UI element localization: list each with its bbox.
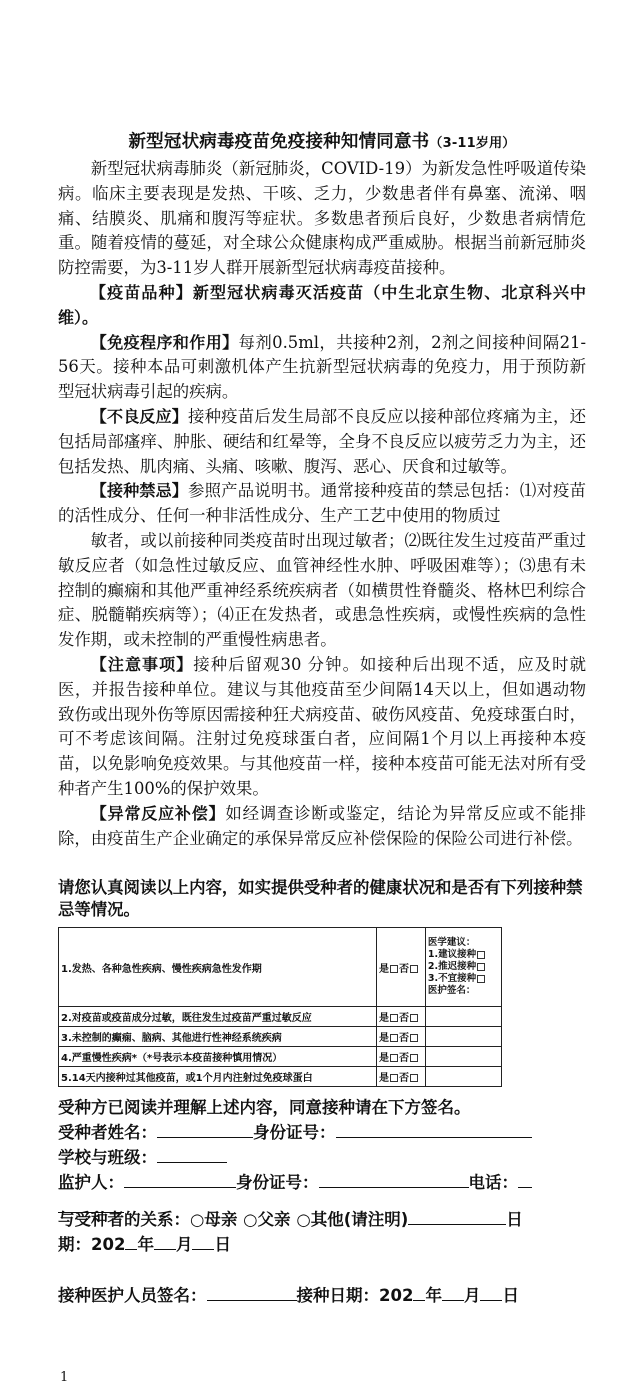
yes-checkbox[interactable] [390,1014,398,1022]
schedule-section [58,331,586,405]
screening-table [58,927,502,1087]
advice-empty-cell [425,1007,501,1027]
contra-heading: 【接种禁忌】 [90,481,188,501]
compensation-body: 如经调查诊断或鉴定，结论为异常反应或不能排除，由疫苗生产企业确定的承保异常反应补偿保险的保险公司进行补偿。 [58,803,586,848]
school-class-line: 学校与班级： [58,1145,586,1170]
variety-body: 新型冠状病毒灭活疫苗（中生北京生物、北京科兴中维）。 [58,282,586,327]
yes-no-cell: 是 否 [376,1047,425,1067]
advice-checkbox[interactable] [477,963,485,971]
relation-line: 与受种者的关系：○母亲 ○父亲 ○其他(请注明) 日 [58,1210,523,1230]
advice-checkbox[interactable] [477,975,485,983]
other-relation-field[interactable] [408,1209,506,1225]
school-class-field[interactable] [157,1147,227,1163]
guardian-line: 监护人： 身份证号： 电话： [58,1170,586,1195]
guardian-name-field[interactable] [124,1172,236,1188]
yes-checkbox[interactable] [390,965,398,973]
title-age-range: （3-11岁用） [429,136,516,151]
father-option[interactable]: ○父亲 [243,1210,291,1230]
health-disclosure-notice: 请您认真阅读以上内容，如实提供受种者的健康状况和是否有下列接种禁忌等情况。 [58,878,583,920]
yes-no-cell: 是 否 [376,1027,425,1047]
compensation-section [58,802,586,852]
consent-document [58,128,586,1308]
advice-empty-cell [425,1047,501,1067]
page-number: 1 [60,1370,69,1385]
no-checkbox[interactable] [410,965,418,973]
contraindication-continued: 敏者，或以前接种同类疫苗时出现过敏者；⑵既往发生过疫苗严重过敏反应者（如急性过敏反应、血管神经性水肿、呼吸困难等）；⑶患有未控制的癫痫和其他严重神经系统疾病者（如横贯性脊髓炎、格林巴利综合症、脱髓鞘疾病等）；⑷正在发热者，或患急性疾病，或慢性疾病的急性发作期，或未控制的严重慢性病患者。 [58,530,586,650]
adverse-body: 接种疫苗后发生局部不良反应以接种部位疼痛为主，还包括局部瘙痒、肿胀、硬结和红晕等，全身不良反应以疲劳乏力为主，还包括发热、肌肉痛、头痛、咳嗽、腹泻、恶心、厌食和过敏等。 [58,406,586,476]
intro-paragraph: 新型冠状病毒肺炎（新冠肺炎，COVID-19）为新发急性呼吸道传染病。临床主要表现是发热、干咳、乏力，少数患者伴有鼻塞、流涕、咽痛、结膜炎、肌痛和腹泻等症状。多数患者预后良好，少数患者病情危重。随着疫情的蔓延，对全球公众健康构成严重威胁。根据当前新冠肺炎防控需要，为3-11岁人群开展新型冠状病毒疫苗接种。 [58,159,586,278]
question-cell: 3.未控制的癫痫、脑病、其他进行性神经系统疾病 [59,1027,377,1047]
advice-option-2: 2.推迟接种 [428,961,499,973]
schedule-heading: 【免疫程序和作用】 [90,332,239,352]
document-title [58,128,586,153]
guardian-id-field[interactable] [319,1172,469,1188]
day-field[interactable] [192,1234,214,1250]
notes-body: 接种后留观30 分钟。如接种后出现不适，应及时就医，并报告接种单位。建议与其他疫苗至少间隔14天以上，但如遇动物致伤或出现外伤等原因需接种狂犬病疫苗、破伤风疫苗、免疫球蛋白时，可不考虑该间隔。注射过免疫球蛋白者，应间隔1个月以上再接种本疫苗，以免影响免疫效果。与其他疫苗一样，接种本疫苗可能无法对所有受种者产生100%的保护效果。 [58,654,586,798]
mother-option[interactable]: ○母亲 [190,1210,238,1230]
adverse-reaction-section [58,405,586,479]
question-cell: 4.严重慢性疾病*（*号表示本疫苗接种慎用情况） [59,1047,377,1067]
yes-checkbox[interactable] [390,1034,398,1042]
yes-checkbox[interactable] [390,1074,398,1082]
question-cell: 1.发热、各种急性疾病、慢性疾病急性发作期 [59,928,377,1007]
yes-no-cell: 是 否 [376,1007,425,1027]
signature-block [58,1095,586,1308]
other-option[interactable]: ○其他(请注明) [296,1210,409,1230]
medical-advice-cell [425,928,501,1007]
staff-signature-line: 接种医护人员签名： 接种日期：202 年 月 日 [58,1286,519,1306]
yes-checkbox[interactable] [390,1054,398,1062]
advice-option-3: 3.不宜接种 [428,973,499,985]
phone-field[interactable] [518,1172,532,1188]
adverse-heading: 【不良反应】 [90,406,188,426]
variety-heading: 【疫苗品种】 [90,282,193,302]
sign-date-line: 期：202 年 月 日 [58,1235,231,1255]
year-field[interactable] [125,1234,137,1250]
question-cell: 5.14天内接种过其他疫苗，或1个月内注射过免疫球蛋白 [59,1067,377,1087]
phone-overflow-line [58,1195,586,1207]
no-label: 否 [398,963,409,975]
vaccine-variety-section [58,281,586,331]
status-bar-area [0,0,639,100]
recipient-name-field[interactable] [157,1122,253,1138]
vacc-month-field[interactable] [442,1285,464,1301]
advice-option-1: 1.建议接种 [428,949,499,961]
no-checkbox[interactable] [410,1014,418,1022]
no-checkbox[interactable] [410,1034,418,1042]
vacc-year-field[interactable] [413,1285,425,1301]
notes-section [58,653,586,802]
table-row [59,928,502,1007]
advice-empty-cell [425,1027,501,1047]
medical-staff-signature-label: 医护签名： [427,985,476,997]
no-checkbox[interactable] [410,1074,418,1082]
table-row [59,1007,502,1027]
table-row [59,1027,502,1047]
contraindication-section [58,479,586,529]
notes-heading: 【注意事项】 [90,654,194,674]
yes-label: 是 [378,963,389,975]
yes-no-cell [376,928,425,1007]
table-row [59,1067,502,1087]
title-main: 新型冠状病毒疫苗免疫接种知情同意书 [128,132,430,152]
consent-statement: 受种方已阅读并理解上述内容，同意接种请在下方签名。 [58,1098,471,1118]
yes-no-cell: 是 否 [376,1067,425,1087]
month-field[interactable] [154,1234,176,1250]
table-row [59,1047,502,1067]
advice-empty-cell [425,1067,501,1087]
no-checkbox[interactable] [410,1054,418,1062]
vacc-day-field[interactable] [480,1285,502,1301]
recipient-id-field[interactable] [336,1122,532,1138]
contra-body: 参照产品说明书。通常接种疫苗的禁忌包括：⑴对疫苗的活性成分、任何一种非活性成分、生产工艺中使用的物质过 [58,481,586,526]
advice-title: 医学建议： [427,937,476,949]
schedule-body: 每剂0.5ml，共接种2剂，2剂之间接种间隔21-56天。接种本品可刺激机体产生抗新型冠状病毒的免疫力，用于预防新型冠状病毒引起的疾病。 [58,332,586,402]
advice-checkbox[interactable] [477,951,485,959]
compensation-heading: 【异常反应补偿】 [90,803,226,823]
staff-signature-field[interactable] [207,1285,297,1301]
recipient-name-line: 受种者姓名： 身份证号： [58,1120,586,1145]
question-cell: 2.对疫苗或疫苗成分过敏，既往发生过疫苗严重过敏反应 [59,1007,377,1027]
